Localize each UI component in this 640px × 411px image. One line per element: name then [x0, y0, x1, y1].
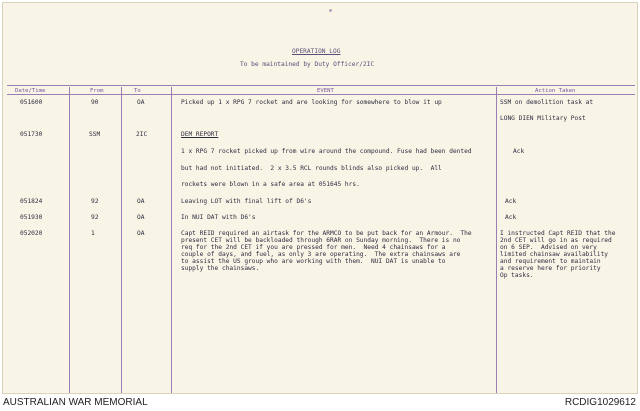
entry-2-event-heading: DEM REPORT: [181, 131, 219, 138]
entry-5-event-line: supply the chainsaws.: [181, 265, 260, 272]
entry-2-datetime: 051730: [20, 131, 43, 138]
entry-5-event-line: present CET will be backloaded through 6RAR on Sunday morning. There is no: [181, 237, 461, 244]
entry-5-datetime: 052020: [20, 230, 43, 237]
entry-4-action-line: Ack: [505, 214, 517, 221]
punch-mark: [329, 9, 332, 12]
col-header-to: To: [134, 88, 141, 94]
col-rule-4: [496, 87, 497, 393]
entry-5-action-line: a reserve here for priority: [500, 265, 601, 272]
col-rule-1: [69, 87, 70, 393]
entry-4-to: OA: [137, 214, 145, 221]
header-bottom-rule: [7, 94, 635, 95]
entry-4-from: 92: [91, 214, 99, 221]
entry-5-from: 1: [91, 230, 95, 237]
entry-5-to: OA: [137, 230, 145, 237]
entry-1-action-line: LONG DIEN Military Post: [500, 115, 586, 122]
entry-1-from: 90: [91, 99, 99, 106]
entry-3-from: 92: [91, 198, 99, 205]
entry-4-datetime: 051930: [20, 214, 43, 221]
entry-3-datetime: 051824: [20, 198, 43, 205]
entry-5-event-line: Capt REID required an airtask for the ARMCO to be put back for an Armour. The: [181, 230, 472, 237]
entry-1-event-line: Picked up 1 x RPG 7 rocket and are looking for somewhere to blow it up: [181, 99, 442, 106]
col-header-event: EVENT: [317, 88, 334, 94]
entry-2-event-line: but had not initiated. 2 x 3.5 RCL rounds blinds also picked up. All: [181, 165, 442, 172]
entry-3-to: OA: [137, 198, 145, 205]
entry-5-event-line: req for the 2nd CET if you are pressed for men. Need 4 chainsaws for a: [181, 244, 446, 251]
log-title: OPERATION LOG: [292, 48, 341, 55]
entry-3-action-line: Ack: [505, 198, 517, 205]
entry-5-action-line: and requirement to maintain: [500, 258, 601, 265]
entry-2-from: SSM: [89, 131, 101, 138]
entry-1-to: OA: [137, 99, 145, 106]
entry-1-action-line: SSM on demolition task at: [500, 99, 594, 106]
entry-3-event-line: Leaving LOT with final lift of D6's: [181, 198, 312, 205]
footer-archive-name: AUSTRALIAN WAR MEMORIAL: [3, 397, 148, 408]
entry-5-action-line: Op tasks.: [500, 272, 534, 279]
entry-5-action-line: limited chainsaw availability: [500, 251, 609, 258]
log-sheet: [2, 2, 638, 394]
entry-2-event-line: rockets were blown in a safe area at 051645 hrs.: [181, 181, 360, 188]
col-header-from: From: [90, 88, 104, 94]
col-header-datetime: Date/Time: [15, 88, 46, 94]
archive-footer: [0, 394, 640, 411]
footer-record-id: RCDIG1029612: [564, 397, 636, 408]
entry-2-event-line: 1 x RPG 7 rocket picked up from wire around the compound. Fuse had been dented: [181, 148, 472, 155]
entry-5-action-line: I instructed Capt REID that the: [500, 230, 616, 237]
col-rule-2: [121, 87, 122, 393]
entry-4-event-line: In NUI DAT with D6's: [181, 214, 256, 221]
col-rule-3: [171, 87, 172, 393]
entry-1-datetime: 051600: [20, 99, 43, 106]
entry-2-to: 2IC: [136, 131, 148, 138]
entry-5-action-line: on 6 SEP. Advised on very: [500, 244, 597, 251]
header-top-rule: [7, 85, 635, 86]
entry-5-event-line: couple of days, and fuel, as only 3 are operating. The extra chainsaws are: [181, 251, 461, 258]
log-subtitle: To be maintained by Duty Officer/2IC: [240, 61, 375, 68]
entry-5-action-line: 2nd CET will go in as required: [500, 237, 612, 244]
col-header-action: Action Taken: [535, 88, 576, 94]
entry-2-action-line: Ack: [513, 148, 525, 155]
entry-5-event-line: to assist the US group who are working with them. NUI DAT is unable to: [181, 258, 446, 265]
